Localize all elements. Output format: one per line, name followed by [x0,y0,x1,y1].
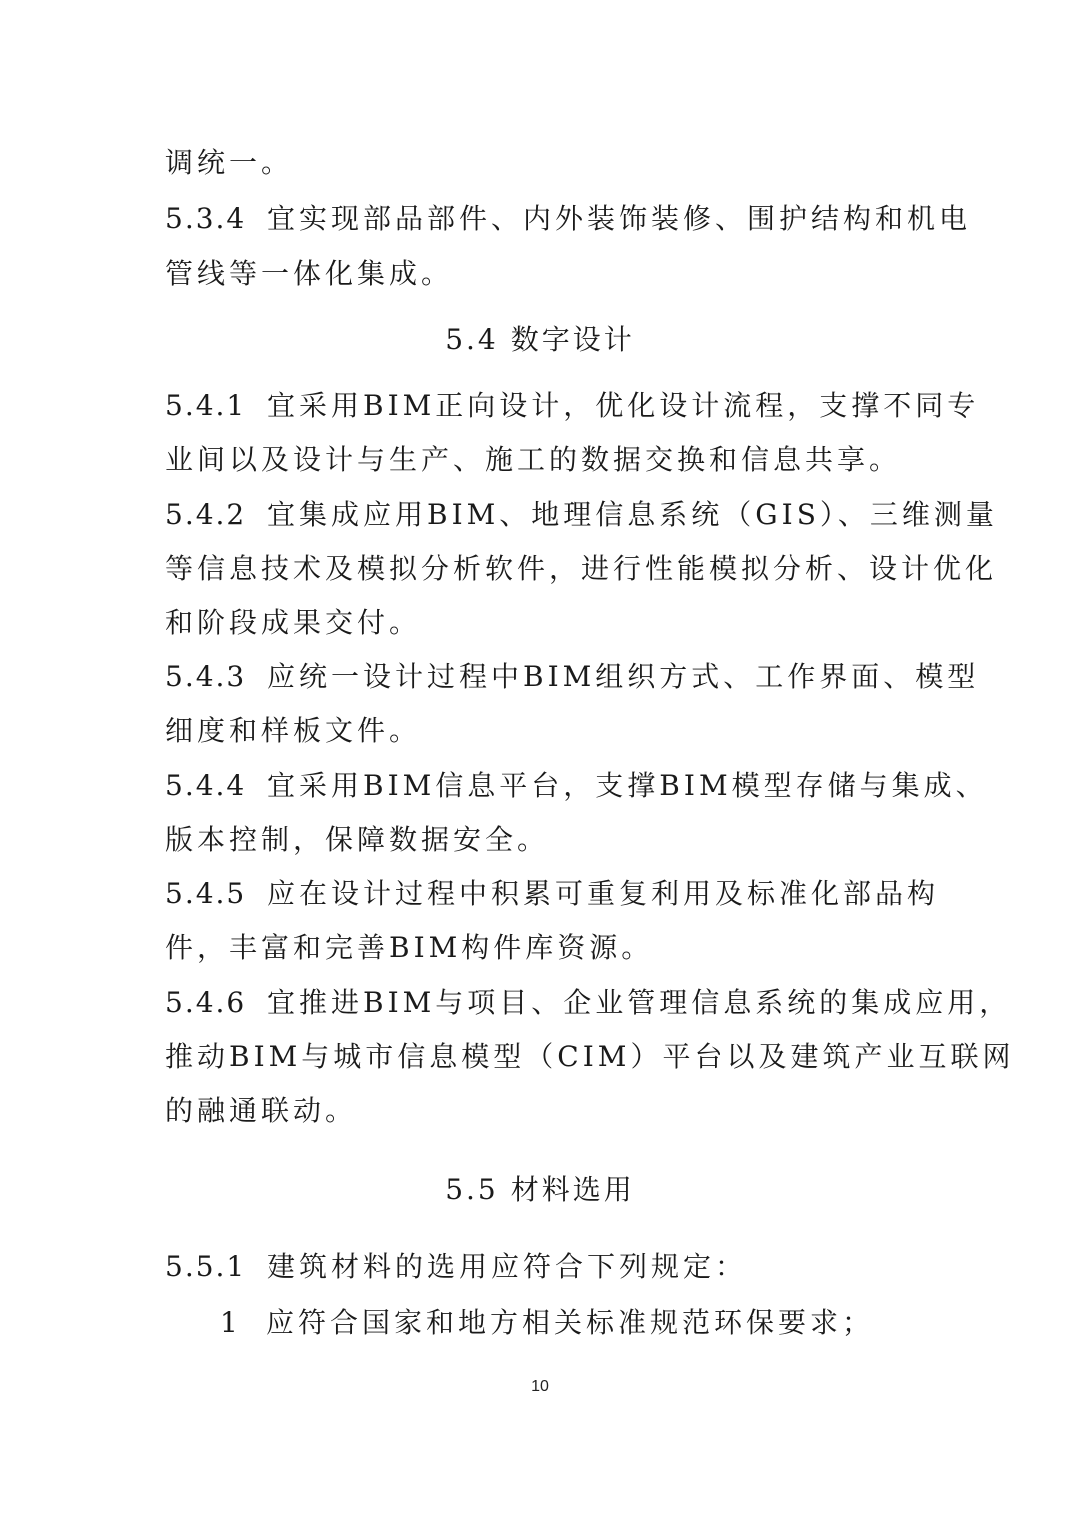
section-title: 数字设计 [510,323,635,356]
clause-text: 业间以及设计与生产、施工的数据交换和信息共享。 [165,443,902,476]
clause-number: 5.4.2 [165,498,247,531]
clause-text: 版本控制，保障数据安全。 [165,823,550,856]
clause-text: 等信息技术及模拟分析软件，进行性能模拟分析、设计优化 [165,552,998,585]
section-number: 5.4 [445,323,499,356]
section-heading-5-5 [0,1170,1080,1210]
section-title: 材料选用 [510,1173,635,1206]
clause-text: 细度和样板文件。 [165,714,422,747]
list-item-text: 应符合国家和地方相关标准规范环保要求； [266,1306,875,1339]
clause-5-3-4-line2 [165,254,453,294]
clause-number: 5.4.1 [165,389,247,422]
clause-text: 宜实现部品部件、内外装饰装修、围护结构和机电 [267,202,972,235]
clause-text: 宜推进BIM与项目、企业管理信息系统的集成应用， [267,986,1012,1019]
clause-5-3-4 [165,199,971,239]
clause-text: 管线等一体化集成。 [165,257,454,290]
clause-5-4-5 [165,874,939,914]
continuation-text: 调统一。 [165,146,294,179]
clause-number: 5.4.6 [165,986,247,1019]
clause-5-4-3-line2 [165,711,421,751]
clause-5-4-3 [165,657,979,697]
clause-text: 推动BIM与城市信息模型（CIM）平台以及建筑产业互联网 [165,1040,1015,1073]
clause-5-4-6 [165,983,1011,1023]
clause-text: 应在设计过程中积累可重复利用及标准化部品构 [267,877,940,910]
clause-5-4-1 [165,386,979,426]
list-item-number: 1 [220,1306,242,1339]
clause-text: 的融通联动。 [165,1094,358,1127]
clause-5-5-1 [165,1247,747,1287]
paragraph-continuation [165,143,293,183]
clause-5-4-2 [165,495,998,535]
clause-number: 5.4.3 [165,660,247,693]
section-heading-5-4 [0,320,1080,360]
clause-text: 建筑材料的选用应符合下列规定： [267,1250,748,1283]
clause-text: 和阶段成果交付。 [165,606,422,639]
clause-number: 5.3.4 [165,202,247,235]
clause-text: 宜采用BIM信息平台，支撑BIM模型存储与集成、 [267,769,988,802]
clause-5-4-5-line2 [165,928,653,968]
clause-number: 5.4.4 [165,769,247,802]
clause-text: 宜采用BIM正向设计，优化设计流程，支撑不同专 [267,389,980,422]
clause-number: 5.4.5 [165,877,247,910]
clause-number: 5.5.1 [165,1250,247,1283]
clause-5-4-6-line2 [165,1037,1014,1077]
clause-5-4-4 [165,766,988,806]
clause-5-4-6-line3 [165,1091,357,1131]
clause-5-4-2-line3 [165,603,421,643]
clause-5-4-4-line2 [165,820,549,860]
clause-text: 件，丰富和完善BIM构件库资源。 [165,931,654,964]
section-number: 5.5 [445,1173,499,1206]
clause-5-4-1-line2 [165,440,901,480]
list-item [220,1303,874,1343]
clause-text: 应统一设计过程中BIM组织方式、工作界面、模型 [267,660,980,693]
clause-5-4-2-line2 [165,549,997,589]
page-number: 10 [531,1378,549,1395]
clause-text: 宜集成应用BIM、地理信息系统（GIS）、三维测量 [267,498,998,531]
